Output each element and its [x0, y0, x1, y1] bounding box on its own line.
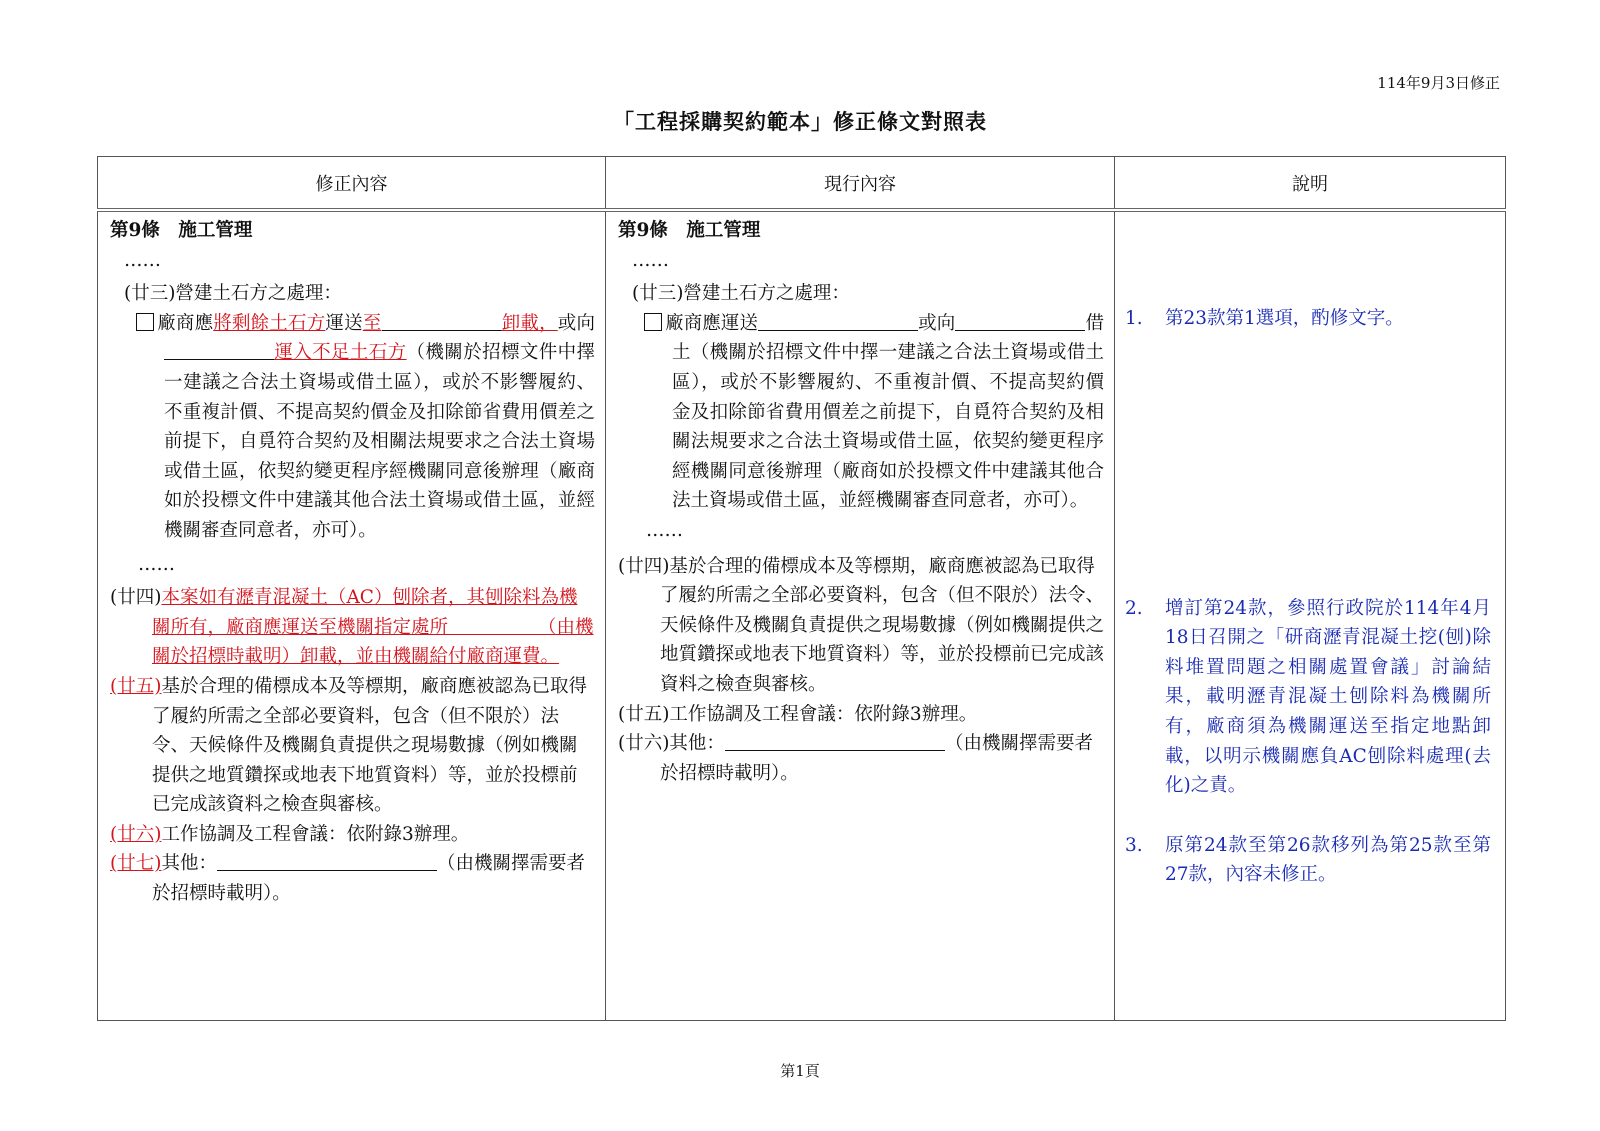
explanation-item — [1125, 304, 1491, 334]
revision-date: 114年9月3日修正 — [1377, 74, 1500, 92]
document-title: 「工程採購契約範本」修正條文對照表 — [613, 109, 987, 134]
revised-item23-inserted-d: 運入不足土石方 — [274, 342, 407, 364]
revised-item25 — [110, 672, 595, 820]
column-header-revised: 修正內容 — [98, 157, 606, 211]
blank-line — [448, 616, 538, 635]
revised-item24-number: (廿四) — [110, 587, 162, 609]
explanation-cell — [1115, 210, 1506, 1021]
revised-article-heading: 第9條 施工管理 — [110, 220, 253, 241]
current-ellipsis: …… — [632, 249, 669, 271]
blank-line — [955, 312, 1045, 331]
revised-item26-number: (廿六) — [110, 823, 162, 845]
blank-line — [382, 312, 502, 331]
explanation-text: 增訂第24款，參照行政院於114年4月18日召開之「研商瀝青混凝土挖(刨)除料堆置問題之相關處置會議」討論結果，載明瀝青混凝土刨除料為機關所有，廠商須為機關運送至指定地點卸載，以明示機關應負AC刨除料處理(去化)之責。 — [1165, 597, 1491, 797]
revised-item23-inserted-a: 將剩餘土石方 — [213, 312, 326, 334]
revised-item23-text-a: 廠商應 — [157, 312, 214, 334]
revised-item27-number: (廿七) — [110, 853, 162, 875]
revised-item27-text-b: （由機關擇需要者於招標時載明）。 — [152, 853, 585, 905]
explanation-number: 3. — [1125, 834, 1143, 856]
blank-line — [217, 852, 437, 871]
current-item26 — [618, 729, 1104, 788]
current-item23-text-a: 廠商應運送 — [665, 312, 759, 334]
current-item25: (廿五)工作協調及工程會議：依附錄3辦理。 — [618, 703, 978, 725]
revised-content-cell — [98, 210, 606, 1021]
current-item23-heading: (廿三)營建土石方之處理： — [632, 283, 850, 305]
current-item23-option — [618, 309, 1104, 516]
revised-item23-text-c: 或向 — [557, 312, 595, 334]
revised-item23-inserted-b: 至 — [362, 312, 382, 334]
blank-line — [758, 312, 918, 331]
current-item26-text-b: （由機關擇需要者於招標時載明）。 — [660, 733, 1093, 784]
revised-item26-text: 工作協調及工程會議：依附錄3辦理。 — [161, 823, 470, 845]
current-content-cell — [606, 210, 1115, 1021]
blank-line — [164, 341, 274, 360]
column-header-explanation: 說明 — [1115, 157, 1506, 211]
revised-item23-option — [110, 309, 595, 546]
explanation-item — [1125, 831, 1491, 890]
revised-item26 — [110, 820, 595, 850]
revised-item24 — [110, 579, 595, 672]
explanation-number: 2. — [1125, 597, 1143, 619]
current-item23-text-c: 借土（機關於招標文件中擇一建議之合法土資場或借土區），或於不影響履約、不重複計價、不提高契約價金及扣除節省費用價差之前提下，自覓符合契約及相關法規要求之合法土資場或借土區，依契約變更程序經機關同意後辦理（廠商如於投標文件中建議其他合法土資場或借土區，並經機關審查同意者，亦可）。 — [672, 312, 1104, 512]
blank-line — [1045, 312, 1085, 331]
explanation-number: 1. — [1125, 308, 1143, 329]
revised-item23-text-b: 運送 — [325, 312, 363, 334]
blank-line — [725, 732, 945, 751]
revised-item27 — [110, 849, 595, 908]
revised-item23-heading: (廿三)營建土石方之處理： — [124, 283, 342, 305]
column-header-current: 現行內容 — [606, 157, 1115, 211]
checkbox-icon — [136, 313, 154, 331]
revised-ellipsis: …… — [124, 249, 161, 271]
page-number: 第1頁 — [780, 1062, 820, 1080]
revised-item24-text-b: （由機關於招標時載明）卸載，並由機關給付廠商運費。 — [152, 616, 594, 668]
current-ellipsis-2: …… — [646, 519, 683, 541]
current-article-heading: 第9條 施工管理 — [618, 220, 761, 241]
explanation-text: 第23款第1選項，酌修文字。 — [1165, 308, 1404, 329]
current-item26-text-a: (廿六)其他： — [618, 733, 725, 755]
revised-item25-text: 基於合理的備標成本及等標期，廠商應被認為已取得了履約所需之全部必要資料，包含（但不限於）法令、天候條件及機關負責提供之現場數據（例如機關提供之地質鑽探或地表下地質資料）等，並於投標前已完成該資料之檢查與審核。 — [152, 675, 587, 816]
table-header-row — [98, 157, 1506, 211]
comparison-table — [97, 156, 1506, 1021]
revised-item23-text-d: （機關於招標文件中擇一建議之合法土資場或借土區），或於不影響履約、不重複計價、不提高契約價金及扣除節省費用價差之前提下，自覓符合契約及相關法規要求之合法土資場或借土區，依契約變更程序經機關同意後辦理（廠商如於投標文件中建議其他合法土資場或借土區，並經機關審查同意者，亦可）。 — [164, 342, 595, 541]
revised-item25-number: (廿五) — [110, 675, 162, 697]
table-row — [98, 210, 1506, 1021]
revised-ellipsis-2: …… — [138, 553, 175, 575]
checkbox-icon — [644, 313, 662, 331]
current-item23-text-b: 或向 — [918, 312, 956, 334]
explanation-text: 原第24款至第26款移列為第25款至第27款，內容未修正。 — [1165, 834, 1491, 886]
explanation-item — [1125, 594, 1491, 801]
revised-item24-text-a: 本案如有瀝青混凝土（AC）刨除者，其刨除料為機關所有，廠商應運送至機關指定處所 — [152, 587, 578, 638]
revised-item27-text-a: 其他： — [161, 853, 217, 875]
revised-item23-inserted-c: 卸載， — [501, 312, 558, 334]
current-item24: (廿四)基於合理的備標成本及等標期，廠商應被認為已取得了履約所需之全部必要資料，包含（但不限於）法令、天候條件及機關負責提供之現場數據（例如機關提供之地質鑽探或地表下地質資料）等，並於投標前已完成該資料之檢查與審核。 — [618, 555, 1105, 695]
